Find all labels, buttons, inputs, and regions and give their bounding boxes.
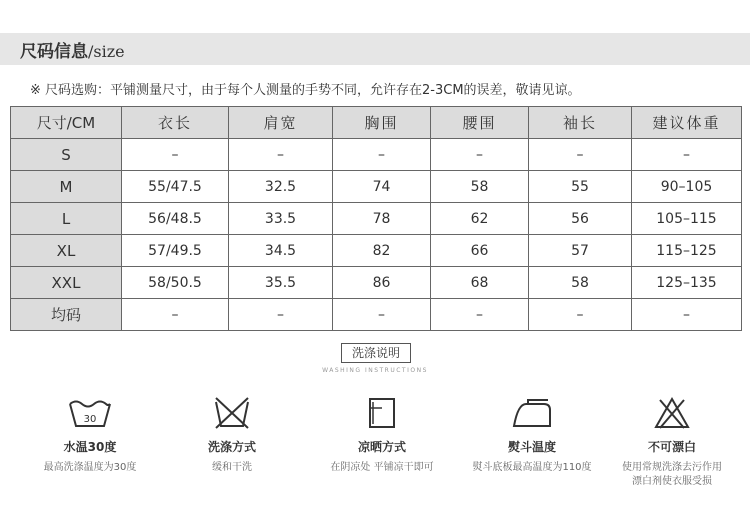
iron-icon (508, 396, 556, 430)
measurement-cell: – (229, 299, 333, 331)
care-desc: 最高洗涤温度为30度 (43, 462, 137, 473)
care-item-iron (457, 396, 607, 475)
measurement-cell: 66 (431, 235, 529, 267)
col-header-weight: 建议体重 (632, 107, 742, 139)
measurement-cell: 35.5 (229, 267, 333, 299)
col-header-waist: 腰围 (431, 107, 529, 139)
measurement-cell: 55/47.5 (122, 171, 229, 203)
col-header-size: 尺寸/CM (11, 107, 122, 139)
measurement-cell: – (529, 139, 632, 171)
care-desc: 在阴凉处 平铺凉干即可 (330, 462, 434, 473)
measurement-cell: 86 (333, 267, 431, 299)
measurement-cell: 58/50.5 (122, 267, 229, 299)
measurement-cell: – (229, 139, 333, 171)
measurement-cell: 57 (529, 235, 632, 267)
size-label-cell: S (11, 139, 122, 171)
care-item-water-temp (15, 396, 165, 475)
page-title (20, 37, 125, 62)
title-sub: /size (88, 42, 125, 61)
table-row (11, 171, 742, 203)
care-title: 水温30度 (63, 440, 117, 454)
size-label-cell: 均码 (11, 299, 122, 331)
care-item-no-bleach (597, 396, 747, 489)
measurement-cell: 32.5 (229, 171, 333, 203)
measurement-cell: 58 (529, 267, 632, 299)
measurement-cell: 55 (529, 171, 632, 203)
care-title: 凉晒方式 (357, 440, 406, 454)
measurement-cell: – (529, 299, 632, 331)
measurement-cell: 57/49.5 (122, 235, 229, 267)
care-item-drying (307, 396, 457, 475)
measurement-cell: 78 (333, 203, 431, 235)
measurement-cell: 56/48.5 (122, 203, 229, 235)
title-main: 尺码信息 (20, 42, 88, 62)
measurement-cell: 115–125 (632, 235, 742, 267)
size-label-cell: M (11, 171, 122, 203)
care-title: 熨斗温度 (507, 440, 556, 454)
no-bleach-icon (648, 396, 696, 430)
size-label-cell: XXL (11, 267, 122, 299)
care-item-wash-method (157, 396, 307, 475)
care-desc: 缓和干洗 (212, 462, 252, 473)
washing-subtitle: WASHING INSTRUCTIONS (322, 367, 428, 374)
measurement-cell: – (632, 299, 742, 331)
measurement-cell: – (333, 139, 431, 171)
table-row (11, 203, 742, 235)
measurement-cell: 82 (333, 235, 431, 267)
measurement-cell: 90–105 (632, 171, 742, 203)
dry-clean-crossed-icon (208, 396, 256, 430)
care-desc-line: 使用常规洗涤去污作用 (622, 462, 722, 473)
measurement-cell: 125–135 (632, 267, 742, 299)
wash-tub-icon (66, 396, 114, 430)
table-row (11, 267, 742, 299)
wash-temp-label: 30 (83, 414, 97, 425)
measurement-cell: – (431, 139, 529, 171)
col-header-length: 衣长 (122, 107, 229, 139)
washing-badge: 洗涤说明 (341, 343, 411, 363)
care-desc: 熨斗底板最高温度为110度 (472, 462, 592, 473)
measurement-cell: – (431, 299, 529, 331)
care-title: 洗涤方式 (207, 440, 256, 454)
measurement-cell: – (122, 299, 229, 331)
size-label-cell: L (11, 203, 122, 235)
measurement-cell: 105–115 (632, 203, 742, 235)
table-header-row (11, 107, 742, 139)
care-title: 不可漂白 (647, 440, 696, 454)
care-desc-line: 漂白剂使衣服受损 (632, 476, 712, 487)
measurement-cell: – (333, 299, 431, 331)
col-header-chest: 胸围 (333, 107, 431, 139)
size-table (10, 106, 742, 331)
measurement-cell: – (632, 139, 742, 171)
table-row (11, 235, 742, 267)
care-desc (597, 461, 747, 489)
table-row (11, 299, 742, 331)
measurement-cell: 34.5 (229, 235, 333, 267)
size-label-cell: XL (11, 235, 122, 267)
measurement-cell: 74 (333, 171, 431, 203)
col-header-sleeve: 袖长 (529, 107, 632, 139)
col-header-shoulder: 肩宽 (229, 107, 333, 139)
measurement-cell: 68 (431, 267, 529, 299)
measurement-cell: – (122, 139, 229, 171)
measurement-notice: ※ 尺码选购：平铺测量尺寸，由于每个人测量的手势不同，允许存在2-3CM的误差，敬请见谅。 (30, 83, 581, 98)
table-row (11, 139, 742, 171)
measurement-cell: 58 (431, 171, 529, 203)
measurement-cell: 33.5 (229, 203, 333, 235)
line-dry-shade-icon (358, 396, 406, 430)
measurement-cell: 56 (529, 203, 632, 235)
measurement-cell: 62 (431, 203, 529, 235)
